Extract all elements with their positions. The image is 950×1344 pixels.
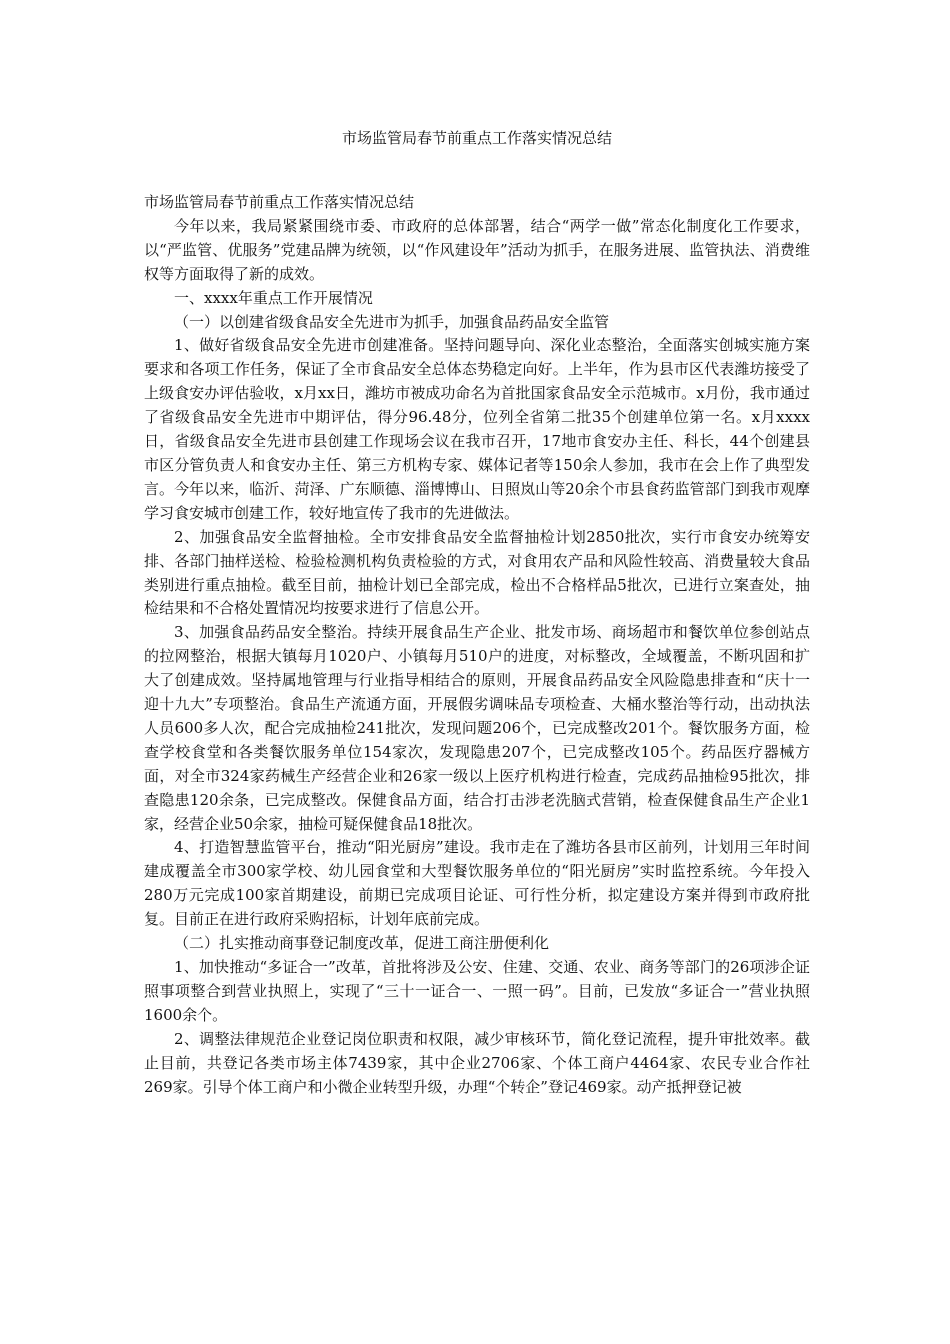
intro-paragraph: 今年以来，我局紧紧围绕市委、市政府的总体部署，结合“两学一做”常态化制度化工作要求，以“严监管、优服务”党建品牌为统领，以“作风建设年”活动为抓手，在服务进展、监管执法、消费维权等方面取得了新的成效。 xyxy=(144,216,810,283)
paragraph-item-3: 3、加强食品药品安全整治。持续开展食品生产企业、批发市场、商场超市和餐饮单位参创站点的拉网整治，根据大镇每月1020户、小镇每月510户的进度，对标整改，全域覆盖，不断巩固和扩大了创建成效。坚持属地管理与行业指导相结合的原则，开展食品药品安全风险隐患排查和“庆十一迎十九大”专项整治。食品生产流通方面，开展假劣调味品专项检查、大桶水整治等行动，出动执法人员600多人次，配合完成抽检241批次，发现问题206个，已完成整改201个。餐饮服务方面，检查学校食堂和各类餐饮服务单位154家次，发现隐患207个，已完成整改105个。药品医疗器械方面，对全市324家药械生产经营企业和26家一级以上医疗机构进行检查，完成药品抽检95批次，排查隐患120余条，已完成整改。保健食品方面，结合打击涉老洗脑式营销，检查保健食品生产企业1家，经营企业50余家，抽检可疑保健食品18批次。 xyxy=(144,623,810,833)
paragraph-item-6: 2、调整法律规范企业登记岗位职责和权限，减少审核环节，简化登记流程，提升审批效率。截止目前，共登记各类市场主体7439家，其中企业2706家、个体工商户4464家、农民专业合作社269家。引导个体工商户和小微企业转型升级，办理“个转企”登记469家。动产抵押登记被 xyxy=(144,1029,810,1096)
paragraph-item-1: 1、做好省级食品安全先进市创建准备。坚持问题导向、深化业态整治，全面落实创城实施方案要求和各项工作任务，保证了全市食品安全总体态势稳定向好。上半年，作为县市区代表潍坊接受了上级食安办评估验收，x月xx日，潍坊市被成功命名为首批国家食品安全示范城市。x月份，我市通过了省级食品安全先进市中期评估，得分96.48分，位列全省第二批35个创建单位第一名。x月xxxx日，省级食品安全先进市县创建工作现场会议在我市召开，17地市食安办主任、科长，44个创建县市区分管负责人和食安办主任、第三方机构专家、媒体记者等150余人参加，我市在会上作了典型发言。今年以来，临沂、菏泽、广东顺德、淄博博山、日照岚山等20余个市县食药监管部门到我市观摩学习食安城市创建工作，较好地宣传了我市的先进做法。 xyxy=(144,336,810,522)
subsection-heading-1: （一）以创建省级食品安全先进市为抓手，加强食品药品安全监管 xyxy=(174,312,610,331)
body-heading: 市场监管局春节前重点工作落实情况总结 xyxy=(144,193,415,211)
document-title: 市场监管局春节前重点工作落实情况总结 xyxy=(341,129,612,147)
paragraph-item-4: 4、打造智慧监管平台，推动“阳光厨房”建设。我市走在了潍坊各县市区前列，计划用三年时间建成覆盖全市300家学校、幼儿园食堂和大型餐饮服务单位的“阳光厨房”实时监控系统。今年投入280万元完成100家首期建设，前期已完成项目论证、可行性分析，拟定建设方案并得到市政府批复。目前正在进行政府采购招标，计划年底前完成。 xyxy=(144,838,810,929)
section-heading-1: 一、xxxx年重点工作开展情况 xyxy=(174,288,373,307)
document-page xyxy=(144,0,810,1099)
paragraph-item-2: 2、加强食品安全监督抽检。全市安排食品安全监督抽检计划2850批次，实行市食安办统筹安排、各部门抽样送检、检验检测机构负责检验的方式，对食用农产品和风险性较高、消费量较大食品类别进行重点抽检。截至目前，抽检计划已全部完成，检出不合格样品5批次，已进行立案查处，抽检结果和不合格处置情况均按要求进行了信息公开。 xyxy=(144,527,810,618)
document-body xyxy=(144,191,810,1099)
paragraph-item-5: 1、加快推动“多证合一”改革，首批将涉及公安、住建、交通、农业、商务等部门的26项涉企证照事项整合到营业执照上，实现了“三十一证合一、一照一码”。目前，已发放“多证合一”营业执照1600余个。 xyxy=(144,958,810,1024)
subsection-heading-2: （二）扎实推动商事登记制度改革，促进工商注册便利化 xyxy=(174,934,550,953)
